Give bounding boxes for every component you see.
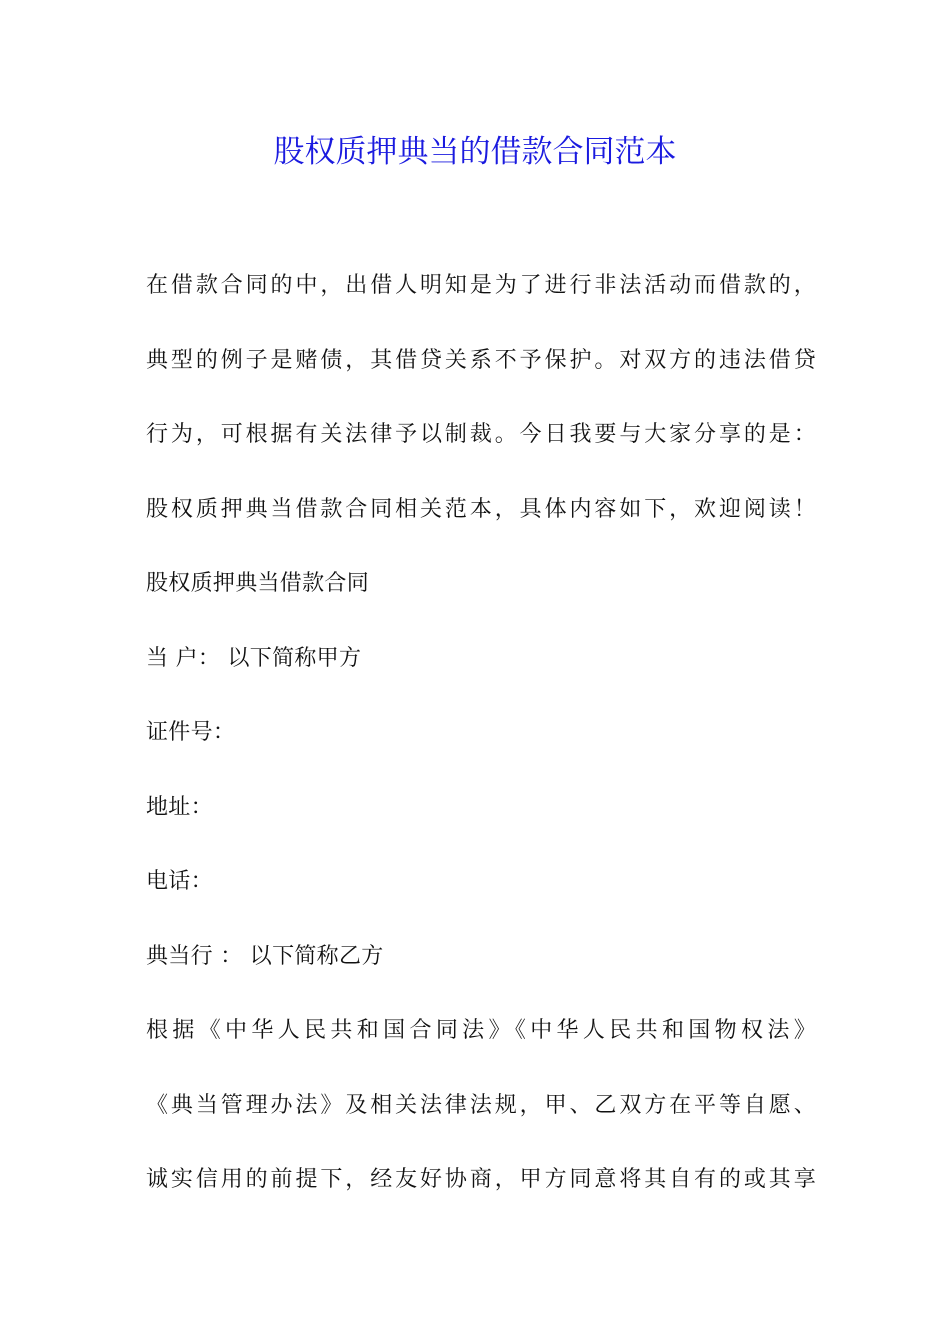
- body-line: 股权质押典当借款合同: [146, 571, 370, 596]
- body-line: 证件号：: [146, 720, 236, 745]
- body-line: 典型的例子是赌债，其借贷关系不予保护。对双方的违法借贷: [146, 347, 816, 373]
- body-line: 《典当管理办法》及相关法律法规，甲、乙双方在平等自愿、: [146, 1092, 816, 1118]
- body-line: 根据《中华人民共和国合同法》《中华人民共和国物权法》: [146, 1018, 816, 1043]
- body-line: 电话：: [146, 869, 213, 894]
- body-line: 地址：: [146, 794, 213, 820]
- body-line: 当 户： 以下简称甲方: [146, 645, 362, 671]
- body-line: 典当行 ： 以下简称乙方: [146, 943, 384, 969]
- document-title: 股权质押典当的借款合同范本: [273, 134, 677, 170]
- body-line: 行为，可根据有关法律予以制裁。今日我要与大家分享的是：: [146, 422, 816, 447]
- body-line: 诚实信用的前提下，经友好协商，甲方同意将其自有的或其享: [146, 1167, 816, 1192]
- body-line: 股权质押典当借款合同相关范本，具体内容如下，欢迎阅读！: [146, 496, 816, 522]
- document-body: [146, 262, 816, 1231]
- body-line: 在借款合同的中，出借人明知是为了进行非法活动而借款的，: [146, 273, 816, 298]
